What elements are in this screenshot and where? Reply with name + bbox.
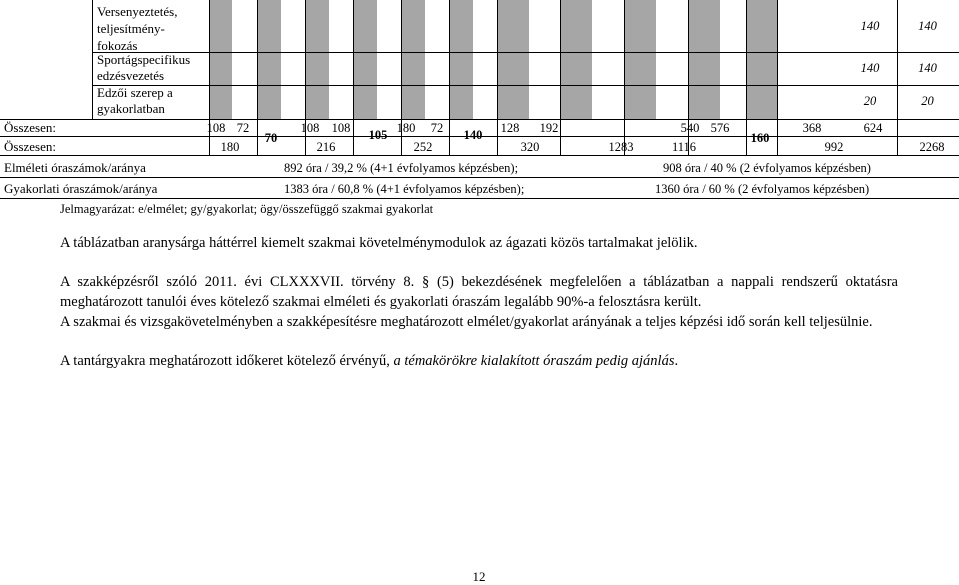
ratio-label-practice: Gyakorlati óraszámok/aránya (4, 181, 158, 196)
module-hours-total: 140 (918, 61, 937, 75)
shaded-column (305, 0, 329, 119)
shaded-column (353, 0, 377, 119)
total-value: 576 (710, 121, 730, 135)
total-value: 368 (802, 121, 822, 135)
total-value: 252 (413, 140, 433, 154)
total-value: 180 (396, 121, 416, 135)
shaded-column (449, 0, 473, 119)
shaded-column (497, 0, 529, 119)
module-hours-total: 20 (921, 94, 934, 108)
total-value: 108 (300, 121, 320, 135)
shaded-column (624, 0, 656, 119)
note-ratio: A szakmai és vizsgakövetelményben a szakképesítésre meghatározott elmélet/gyakorlat arányának a teljes képzési idő során kell teljesülnie. (60, 314, 873, 330)
shaded-column (560, 0, 592, 119)
ratio-label-theory: Elméleti óraszámok/aránya (4, 160, 146, 175)
module-label-edzoi: Edzői szerep a gyakorlatban (97, 85, 173, 116)
total-value: 72 (430, 121, 444, 135)
ratio-practice-4plus1: 1383 óra / 60,8 % (4+1 évfolyamos képzésben); (284, 182, 525, 196)
merged-total: 105 (368, 128, 388, 142)
ratio-theory-4plus1: 892 óra / 39,2 % (4+1 évfolyamos képzésben); (284, 161, 519, 175)
totals-label: Összesen: (4, 120, 56, 135)
module-hours: 140 (860, 61, 880, 75)
total-value: 1283 (608, 140, 634, 154)
shaded-column (209, 0, 232, 119)
shaded-column (257, 0, 281, 119)
total-value: 216 (316, 140, 336, 154)
legend: Jelmagyarázat: e/elmélet; gy/gyakorlat; ögy/összefüggő szakmai gyakorlat (60, 202, 434, 216)
module-label-versenyeztetes: Versenyeztetés, teljesítmény- fokozás (97, 4, 178, 53)
total-value: 180 (220, 140, 240, 154)
totals-label: Összesen: (4, 139, 56, 154)
shaded-column (688, 0, 720, 119)
shaded-column (746, 0, 777, 119)
total-value: 540 (680, 121, 700, 135)
ratio-practice-2year: 1360 óra / 60 % (2 évfolyamos képzésben) (655, 182, 870, 196)
total-value: 108 (206, 121, 226, 135)
total-value: 72 (236, 121, 250, 135)
total-value: 320 (520, 140, 540, 154)
shaded-column (401, 0, 425, 119)
note-law: A szakképzésről szóló 2011. évi CLXXXVII. törvény 8. § (5) bekezdésének megfelelően a táblázatban a nappali rendszerű oktatásra meghatározott tanulói éves kötelező szakmai elméleti és gyakorlati óraszám legalább 90%-a felosztásra került. (60, 274, 898, 310)
total-value: 192 (539, 121, 559, 135)
total-value: 1116 (671, 140, 697, 154)
module-hours: 140 (860, 19, 880, 33)
total-value: 108 (331, 121, 351, 135)
module-label-sportag: Sportágspecifikus edzésvezetés (97, 52, 191, 83)
module-hours-total: 140 (918, 19, 937, 33)
total-value: 2268 (919, 140, 945, 154)
module-hours: 20 (863, 94, 877, 108)
total-value: 128 (500, 121, 520, 135)
total-value: 992 (824, 140, 844, 154)
merged-total: 160 (750, 131, 770, 145)
merged-total: 140 (463, 128, 483, 142)
ratio-theory-2year: 908 óra / 40 % (2 évfolyamos képzésben) (663, 161, 871, 175)
note-highlight: A táblázatban aranysárga háttérrel kiemelt szakmai követelménymodulok az ágazati közös tartalmakat jelölik. (60, 235, 698, 251)
page-number: 12 (472, 569, 486, 584)
note-timeframe: A tantárgyakra meghatározott időkeret kötelező érvényű, a témakörökre kialakított óraszám pedig ajánlás. (60, 353, 679, 369)
total-value: 624 (863, 121, 883, 135)
merged-total: 70 (264, 131, 278, 145)
